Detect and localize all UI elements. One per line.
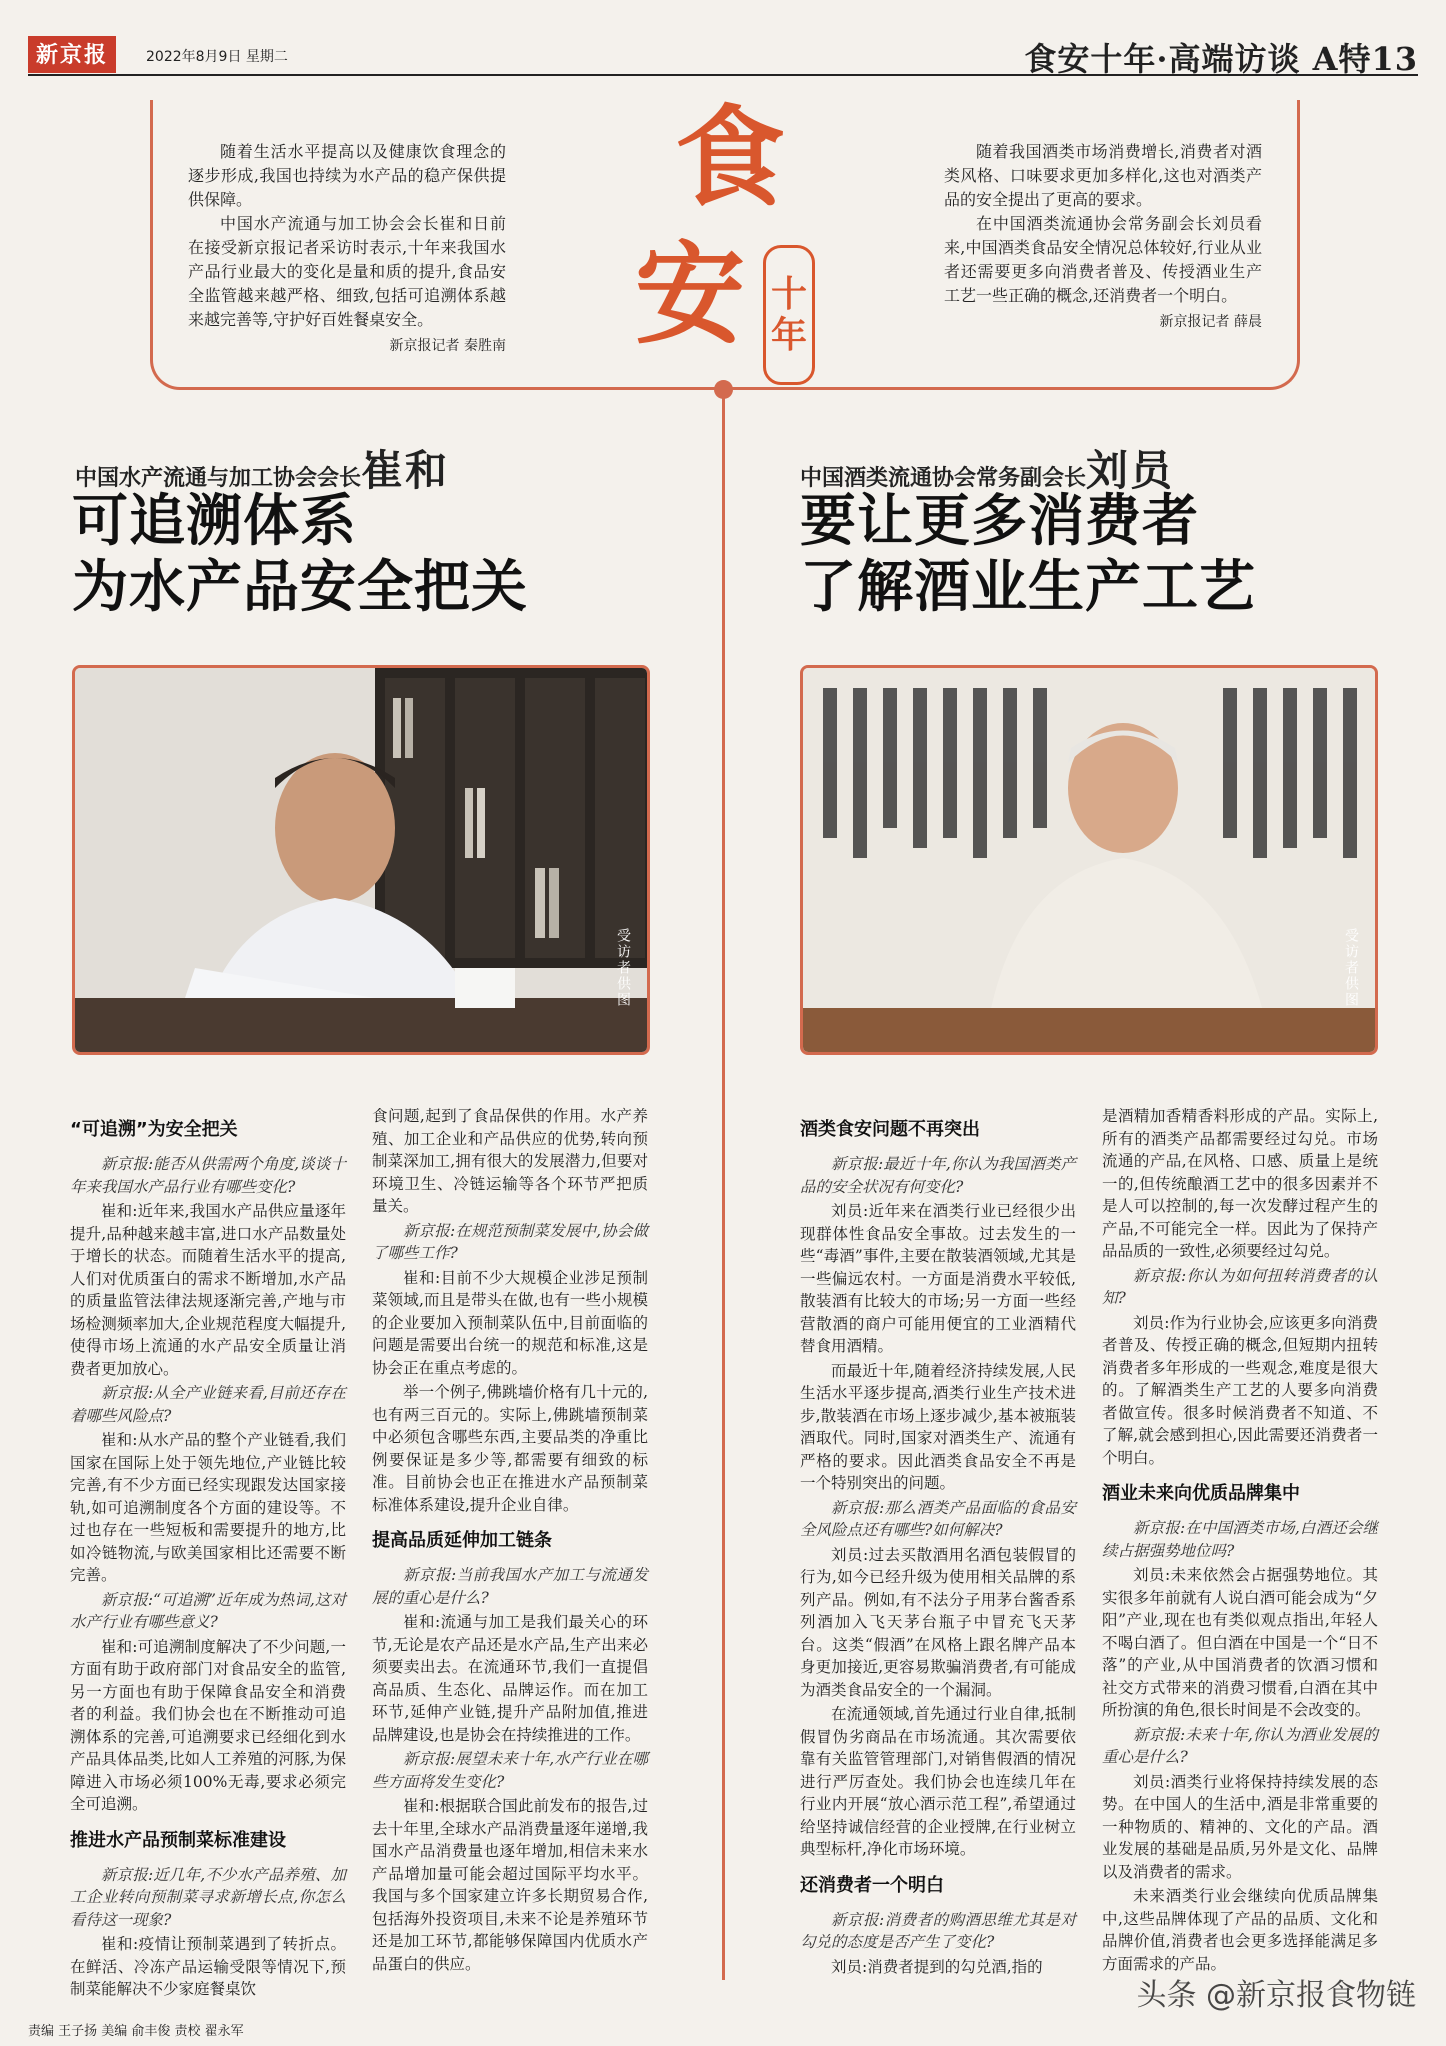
left-headline-line-2: 为水产品安全把关 [72, 554, 528, 620]
question: 新京报:未来十年,你认为酒业发展的重心是什么? [1102, 1725, 1378, 1766]
subhead-quality-brands: 酒业未来向优质品牌集中 [1102, 1483, 1300, 1504]
left-article-column-1 [70, 1105, 346, 2003]
intro-right-p1: 随着我国酒类市场消费增长,消费者对酒类风格、口味要求更加多样化,这也对酒类产品的安全提出了更高的要求。 [944, 142, 1262, 209]
intro-left [188, 140, 506, 358]
subhead-prepared-dishes: 推进水产品预制菜标准建设 [70, 1829, 286, 1851]
answer-continued: 而最近十年,随着经济持续发展,人民生活水平逐步提高,酒类行业生产技术进步,散装酒在市场上逐步减少,基本被瓶装酒取代。同时,国家对酒类生产、流通有严格的要求。因此酒类食品安全不再是一个特别突出的问题。 [800, 1361, 1076, 1492]
source-watermark: 头条 @新京报食物链 [1136, 1978, 1416, 2013]
answer: 刘员:未来依然会占据强势地位。其实很多年前就有人说白酒可能会成为“夕阳”产业,现在也有类似观点指出,年轻人不喝白酒了。但白酒在中国是一个“日不落”的产业,从中国消费者的饮酒习惯和社交方式带来的消费习惯看,白酒在其中所扮演的角色,很长时间是不会改变的。 [1102, 1566, 1378, 1719]
answer: 崔和:从水产品的整个产业链看,我们国家在国际上处于领先地位,产业链比较完善,有不少方面已经实现跟发达国家接轨,如可追溯制度各个方面的建设等。不过也存在一些短板和需要提升的地方,比如冷链物流,与欧美国家相比还需要不断完善。 [70, 1431, 346, 1584]
answer: 崔和:近年来,我国水产品供应量逐年提升,品种越来越丰富,进口水产品数量处于增长的状态。而随着生活水平的提高,人们对优质蛋白的需求不断增加,水产品的质量监管法律法规逐渐完善,产地与市场检测频率加大,企业规范程度大幅提升,使得市场上流通的水产品安全质量让消费者更加放心。 [70, 1202, 346, 1378]
subhead-liquor-safety: 酒类食安问题不再突出 [800, 1119, 980, 1140]
calligraphy-portrait-illustration [803, 668, 1378, 1055]
center-divider-line [722, 390, 725, 1980]
left-photo-credit: 受访者供图 [615, 928, 631, 1008]
answer: 崔和:流通与加工是我们最关心的环节,无论是农产品还是水产品,生产出来必须要卖出去。在流通环节,我们一直提倡高品质、生态化、品牌运作。而在加工环节,延伸产业链,提升产品附加值,推进品牌建设,也是协会在持续推进的工作。 [372, 1613, 648, 1744]
answer: 刘员:酒类行业将保持持续发展的态势。在中国人的生活中,酒是非常重要的一种物质的、精神的、文化的产品。酒业发展的基础是品质,另外是文化、品牌以及消费者的需求。 [1102, 1772, 1378, 1881]
answer: 崔和:可追溯制度解决了不少问题,一方面有助于政府部门对食品安全的监管,另一方面也有助于保障食品安全和消费者的利益。我们协会也在不断推动可追溯体系的完善,可追溯要求已经细化到水产品具体品类,比如人工养殖的河豚,为保障进入市场必须100%无毒,要求必须完全可追溯。 [70, 1637, 346, 1813]
left-headline [72, 488, 712, 620]
answer-continued: 是酒精加香精香料形成的产品。实际上,所有的酒类产品都需要经过勾兑。市场流通的产品,在风格、口感、质量上是统一的,但传统酿酒工艺中的很多因素并不是人可以控制的,每一次发酵过程产生的产品,不可能完全一样。因此为了保持产品品质的一致性,必须要经过勾兑。 [1102, 1107, 1378, 1260]
right-interviewee-photo [800, 665, 1378, 1055]
question: 新京报:最近十年,你认为我国酒类产品的安全状况有何变化? [800, 1155, 1076, 1196]
right-article-column-2 [1102, 1105, 1378, 1977]
question: 新京报:从全产业链来看,目前还存在着哪些风险点? [70, 1384, 346, 1425]
answer-continued: 未来酒类行业会继续向优质品牌集中,这些品牌体现了产品的品质、文化和品牌价值,消费者也会更多选择能满足多方面需求的产品。 [1102, 1887, 1378, 1973]
answer: 崔和:疫情让预制菜遇到了转折点。在鲜活、冷冻产品运输受限等情况下,预制菜能解决不少家庭餐桌饮 [70, 1935, 346, 1998]
food-safety-emblem [620, 95, 840, 395]
answer: 崔和:根据联合国此前发布的报告,过去十年里,全球水产品消费量逐年递增,我国水产品消费量也逐年增加,相信未来水产品增加量可能会超过国际平均水平。我国与多个国家建立许多长期贸易合作,包括海外投资项目,未来不论是养殖环节还是加工环节,都能够保障国内优质水产品蛋白的供应。 [372, 1797, 648, 1973]
answer: 刘员:近年来在酒类行业已经很少出现群体性食品安全事故。过去发生的一些“毒酒”事件,主要在散装酒领域,尤其是一些偏远农村。一方面是消费水平较低,散装酒有比较大的市场;另一方面一些经营散酒的商户可能用便宜的工业酒精代替食用酒精。 [800, 1202, 1076, 1355]
right-headline [800, 488, 1400, 620]
question: 新京报:那么酒类产品面临的食品安全风险点还有哪些?如何解决? [800, 1498, 1076, 1539]
editor-credits: 责编 王子扬 美编 俞丰俊 责校 翟永军 [28, 2024, 244, 2039]
right-photo-credit: 受访者供图 [1343, 928, 1359, 1008]
subhead-traceability: “可追溯”为安全把关 [70, 1119, 238, 1140]
question: 新京报:消费者的购酒思维尤其是对勾兑的态度是否产生了变化? [800, 1910, 1076, 1951]
answer: 刘员:消费者提到的勾兑酒,指的 [831, 1957, 1043, 1976]
answer: 崔和:目前不少大规模企业涉足预制菜领域,而且是带头在做,也有一些小规模的企业要加入预制菜队伍中,目前面临的问题是需要出台统一的规范和标准,这是协会正在重点考虑的。 [372, 1268, 648, 1377]
right-article-column-1 [800, 1105, 1076, 1980]
issue-date: 2022年8月9日 星期二 [146, 49, 288, 65]
question: 新京报:当前我国水产加工与流通发展的重心是什么? [372, 1566, 648, 1607]
intro-right [944, 140, 1262, 334]
left-headline-line-1: 可追溯体系 [72, 488, 357, 554]
left-kicker-title: 中国水产流通与加工协会会长 [75, 465, 362, 491]
left-kicker-name: 崔和 [361, 446, 450, 495]
question: 新京报:你认为如何扭转消费者的认知? [1102, 1266, 1378, 1307]
right-headline-line-2: 了解酒业生产工艺 [800, 554, 1256, 620]
emblem-char-an: 安 [635, 230, 745, 359]
right-kicker-title: 中国酒类流通协会常务副会长 [800, 465, 1087, 491]
office-portrait-illustration [75, 668, 650, 1055]
answer: 刘员:过去买散酒用名酒包装假冒的行为,如今已经升级为使用相关品牌的系列产品。例如,有不法分子用茅台酱香系列酒加入飞天茅台瓶子中冒充飞天茅台。这类“假酒”在风格上跟名牌产品本身更加接近,更容易欺骗消费者,有可能成为酒类食品安全的一个漏洞。 [800, 1545, 1076, 1699]
emblem-tag-char-2: 年 [770, 314, 807, 356]
left-interviewee-photo [72, 665, 650, 1055]
question: 新京报:在中国酒类市场,白酒还会继续占据强势地位吗? [1102, 1519, 1378, 1560]
intro-left-p1: 随着生活水平提高以及健康饮食理念的逐步形成,我国也持续为水产品的稳产保供提供保障。 [188, 142, 506, 209]
question: 新京报:“可追溯”近年成为热词,这对水产行业有哪些意义? [70, 1590, 346, 1631]
right-kicker-name: 刘员 [1086, 446, 1175, 495]
left-article-column-2 [372, 1105, 648, 1977]
subhead-processing-chain: 提高品质延伸加工链条 [372, 1530, 552, 1551]
question: 新京报:近几年,不少水产品养殖、加工企业转向预制菜寻求新增长点,你怎么看待这一现象? [70, 1865, 346, 1929]
answer-continued: 在流通领域,首先通过行业自律,抵制假冒伪劣商品在市场流通。其次需要依靠有关监管管理部门,对销售假酒的情况进行严厉查处。我们协会也连续几年在行业内开展“放心酒示范工程”,希望通过给坚持诚信经营的企业授牌,在行业树立典型标杆,净化市场环境。 [800, 1705, 1076, 1858]
emblem-tag-char-1: 十 [770, 272, 807, 315]
intro-left-byline: 新京报记者 秦胜南 [389, 338, 506, 354]
question: 新京报:展望未来十年,水产行业在哪些方面将发生变化? [372, 1750, 648, 1791]
answer: 刘员:作为行业协会,应该更多向消费者普及、传授正确的概念,但短期内扭转消费者多年形成的一些观念,难度是很大的。了解酒类生产工艺的人要多向消费者做宣传。很多时候消费者不知道、不了解,就会感到担心,因此需要还消费者一个明白。 [1102, 1313, 1378, 1467]
question: 新京报:在规范预制菜发展中,协会做了哪些工作? [372, 1221, 648, 1262]
intro-right-byline: 新京报记者 薛晨 [1159, 314, 1262, 330]
masthead [28, 30, 1418, 76]
answer-continued: 举一个例子,佛跳墙价格有几十元的,也有两三百元的。实际上,佛跳墙预制菜中必须包含哪些东西,主要品类的净重比例要保证是多少等,都需要有细致的标准。目前协会也正在推进水产品预制菜标准体系建设,提升企业自律。 [372, 1383, 648, 1514]
newspaper-logo: 新京报 [28, 36, 116, 73]
subhead-consumer-clarity: 还消费者一个明白 [800, 1874, 944, 1896]
answer-continued: 食问题,起到了食品保供的作用。水产养殖、加工企业和产品供应的优势,转向预制菜深加工,拥有很大的发展潜力,但要对环境卫生、冷链运输等各个环节严把质量关。 [372, 1107, 648, 1215]
intro-right-p2: 在中国酒类流通协会常务副会长刘员看来,中国酒类食品安全情况总体较好,行业从业者还需要更多向消费者普及、传授酒业生产工艺一些正确的概念,还消费者一个明白。 [944, 214, 1262, 305]
section-title: 食安十年·高端访谈 A特13 [1024, 40, 1418, 78]
right-headline-line-1: 要让更多消费者 [800, 488, 1199, 554]
emblem-char-shi: 食 [675, 93, 785, 222]
emblem-ten-years-tag [763, 245, 815, 385]
intro-left-p2: 中国水产流通与加工协会会长崔和日前在接受新京报记者采访时表示,十年来我国水产品行业最大的变化是量和质的提升,食品安全监管越来越严格、细致,包括可追溯体系越来越完善等,守护好百姓餐桌安全。 [188, 214, 506, 329]
question: 新京报:能否从供需两个角度,谈谈十年来我国水产品行业有哪些变化? [70, 1155, 346, 1196]
